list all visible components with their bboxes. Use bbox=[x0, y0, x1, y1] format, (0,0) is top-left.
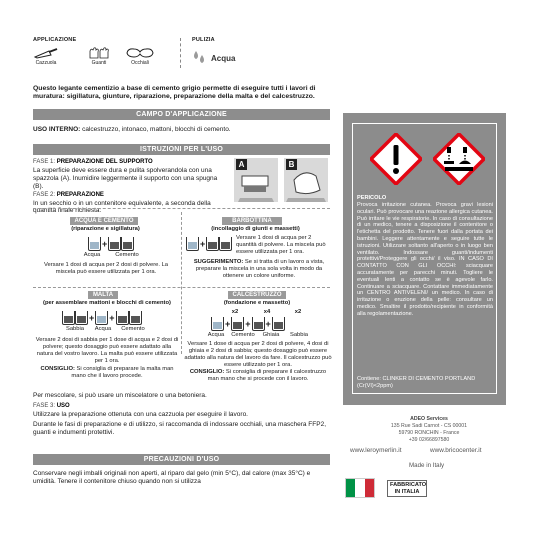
illustration-b bbox=[284, 158, 328, 202]
plus-icon: + bbox=[225, 319, 231, 329]
calc-ghiaia-label: Ghiaia bbox=[262, 332, 280, 338]
barbottina-text: Versare 1 dosi di acqua per 2 quantità di polvere. La miscela può essere utilizzata per 1 ora. bbox=[236, 235, 326, 255]
campo-banner: CAMPO D'APPLICAZIONE bbox=[33, 109, 330, 120]
goggles-icon bbox=[126, 47, 154, 59]
trowel-icon bbox=[33, 47, 59, 59]
acqua-label: Acqua bbox=[83, 252, 101, 258]
water-drops-icon bbox=[192, 49, 206, 65]
cement-cup-icon bbox=[116, 311, 129, 325]
malta-acqua-label: Acqua bbox=[94, 326, 112, 332]
malta-cemento-label: Cemento bbox=[121, 326, 145, 332]
hazard-contains: Contiene: CLINKER DI CEMENTO PORTLAND (Cr(VI)<2ppm) bbox=[357, 376, 476, 389]
health-hazard-pictogram-icon bbox=[370, 133, 422, 185]
plus-icon: + bbox=[265, 319, 271, 329]
tool-goggles bbox=[126, 47, 154, 66]
phase3-title: USO bbox=[56, 403, 70, 409]
plus-icon: + bbox=[89, 313, 95, 323]
malta-formula bbox=[62, 311, 142, 325]
calcestruzzo-text: Versare 1 dose di acqua per 2 dosi di polvere, 4 dosi di ghiaia e 2 dosi di sabbia; questo dosaggio può essere adattato alla natura del lavoro da fare. Il calcestruzzo può essere utilizzato per 1 ora. bbox=[184, 341, 332, 368]
made-in-italy: Made in Italy bbox=[409, 462, 445, 469]
intro-text: Questo legante cementizio a base di cemento grigio permette di eseguire tutti i lavori di muratura: sigillatura, giunture, riparazione, preparazione della malta e del calcestruzzo. bbox=[33, 85, 316, 101]
calc-acqua-label: Acqua bbox=[207, 332, 225, 338]
precauzioni-text: Conservare negli imballi originali non aperti, al riparo dal gelo (min 5°C), dal calore (max 35°C) e umidità. Tenere il contenitore chiuso quando non si utilizza bbox=[33, 470, 311, 485]
barbottina-formula bbox=[186, 237, 232, 251]
cement-cup-icon bbox=[121, 237, 134, 251]
mult-1: x2 bbox=[231, 309, 239, 315]
phase3-block bbox=[33, 403, 333, 437]
sabbia-label: Sabbia bbox=[65, 326, 85, 332]
cement-cup-icon bbox=[129, 311, 142, 325]
phase2-title: PREPARAZIONE bbox=[56, 191, 104, 198]
calcestruzzo-title: CALCESTRUZZO bbox=[228, 291, 286, 299]
cleaning-value: Acqua bbox=[211, 54, 236, 63]
malta-tip bbox=[36, 366, 178, 380]
hazard-signal-word: PERICOLO bbox=[357, 195, 387, 201]
campo-label: USO INTERNO: bbox=[33, 126, 81, 133]
phase1-block bbox=[33, 159, 229, 215]
acqua-cemento-text: Versare 1 dosi di acqua per 2 dosi di polvere. La miscela può essere utilizzata per 1 ora. bbox=[43, 262, 169, 275]
acqua-cemento-title: ACQUA E CEMENTO bbox=[70, 217, 138, 225]
barbottina-tip bbox=[188, 259, 330, 280]
company-phone: +39 02/66897580 bbox=[408, 437, 450, 443]
mescolare-text: Per mescolare, si può usare un miscelatore o una betoniera. bbox=[33, 392, 207, 399]
company-address-2: 59790 RONCHIN - France bbox=[398, 430, 460, 436]
plus-icon: + bbox=[245, 319, 251, 329]
acqua-cemento-formula bbox=[88, 237, 134, 251]
gloves-label: Guanti bbox=[91, 60, 107, 66]
application-label: APPLICAZIONE bbox=[33, 37, 77, 43]
goggles-label: Occhiali bbox=[131, 60, 149, 66]
phase1-text: La superficie deve essere dura e pulita spolverandola con una spazzola (A). Inumidire leggermente il supporto con una spugna (B). bbox=[33, 166, 218, 190]
illustration-a bbox=[234, 158, 278, 202]
barbottina-subtitle: (incollaggio di giunti e massetti) bbox=[211, 226, 300, 232]
gravel-cup-icon bbox=[252, 317, 265, 331]
company-web-2: www.bricocenter.it bbox=[430, 447, 482, 454]
cemento-label: Cemento bbox=[115, 252, 139, 258]
phase2-text: In un secchio o in un contenitore equivalente, a seconda della quantità finale richiesta: bbox=[33, 199, 211, 215]
label-b: B bbox=[286, 159, 297, 170]
recipe-divider-top bbox=[33, 208, 330, 209]
cement-cup-icon bbox=[108, 237, 121, 251]
company-web-1: www.leroymerlin.it bbox=[350, 447, 402, 454]
water-cup-icon bbox=[88, 237, 101, 251]
sand-cup-icon bbox=[75, 311, 88, 325]
barbottina-tip-label: SUGGERIMENTO: bbox=[193, 259, 244, 265]
water-cup-icon bbox=[211, 317, 224, 331]
calcestruzzo-subtitle: (fondazione e massetto) bbox=[223, 300, 291, 306]
calcestruzzo-tip bbox=[184, 369, 332, 383]
hazard-statements: Provoca irritazione cutanea. Provoca gravi lesioni oculari. Può provocare una reazione allergica cutanea. Può irritare le vie respiratorie. In caso di consultazione di un medico, tenere a disposizione il contenitore o l'etichetta del prodotto. Tenere fuori dalla portata dei bambini. Leggere attentamente e seguire tutte le istruzioni. Utilizzare soltanto all'aperto o in luogo ben ventilato. Indossare guanti/indumenti protettivi/Proteggere gli occhi/ il viso. IN CASO DI CONTATTO CON GLI OCCHI: sciacquare accuratamente per parecchi minuti. Togliere le eventuali lenti a contatto se è agevole farlo. Continuare a sciacquare. Contattare immediatamente un CENTRO ANTIVELENI/ un medico. In caso di irritazione o eruzione della pelle: consultare un medico. Smaltire il prodotto/recipiente in conformità alla regolamentazione. bbox=[357, 202, 493, 317]
mult-3: x2 bbox=[294, 309, 302, 315]
istruzioni-banner: ISTRUZIONI PER L'USO bbox=[33, 144, 330, 155]
calcestruzzo-tip-text: Si consiglia di preparare il calcestruzzo man mano che si procede con il lavoro. bbox=[207, 369, 327, 382]
gloves-icon bbox=[88, 47, 110, 59]
tool-gloves bbox=[88, 47, 110, 66]
plus-icon: + bbox=[102, 239, 108, 249]
sand-cup-icon bbox=[272, 317, 285, 331]
label-a: A bbox=[236, 159, 247, 170]
malta-text: Versare 2 dosi di sabbia per 1 dose di acqua e 2 dosi di polvere; questo dosaggio può essere adattato alla natura del vostro lavoro. La malta può essere utilizzata per 1 ora. bbox=[35, 337, 179, 364]
phase2-heading bbox=[33, 192, 229, 200]
calc-sabbia-label: Sabbia bbox=[289, 332, 309, 338]
trowel-label: Cazzuola bbox=[35, 60, 57, 66]
calcestruzzo-formula bbox=[211, 317, 285, 331]
company-block bbox=[355, 416, 503, 444]
malta-tip-text: Si consiglia di preparare la malta man mano che il lavoro procede. bbox=[71, 366, 174, 379]
malta-subtitle: (per assemblare mattoni e blocchi di cemento) bbox=[43, 300, 171, 306]
phase1-heading bbox=[33, 159, 229, 167]
phase3-text2: Durante le fasi di preparazione e di utilizzo, si raccomanda di indossare occhiali, una maschera FFP2, guanti e indumenti protettivi. bbox=[33, 420, 327, 436]
phase3-heading bbox=[33, 403, 333, 411]
malta-title: MALTA bbox=[88, 291, 118, 299]
cleaning-label: PULIZIA bbox=[192, 37, 215, 43]
phase3-num: FASE 3: bbox=[33, 403, 56, 409]
phase1-num: FASE 1: bbox=[33, 159, 56, 165]
cement-cup-icon bbox=[231, 317, 244, 331]
recipe-divider-vertical bbox=[181, 212, 182, 354]
water-cup-icon bbox=[95, 311, 108, 325]
barbottina-tip-text: Se si tratta di un lavoro a vista, preparare la miscela in una sola volta in modo da ottenere un colore uniforme. bbox=[195, 259, 325, 279]
italian-flag-icon bbox=[345, 478, 375, 498]
mult-2: x4 bbox=[263, 309, 271, 315]
tool-trowel bbox=[33, 47, 59, 66]
corrosive-pictogram-icon bbox=[433, 133, 485, 185]
campo-text bbox=[33, 126, 333, 134]
recipe-divider-middle bbox=[33, 287, 330, 288]
fabbricato-badge: FABBRICATO IN ITALIA bbox=[387, 480, 427, 497]
water-cup-icon bbox=[186, 237, 199, 251]
sand-cup-icon bbox=[62, 311, 75, 325]
calc-cemento-label: Cemento bbox=[231, 332, 255, 338]
barbottina-title: BARBOTTINA bbox=[222, 217, 282, 225]
company-address-1: 135 Rue Sadi Carnot - CS 00001 bbox=[390, 423, 468, 429]
calcestruzzo-tip-label: CONSIGLIO: bbox=[189, 369, 225, 375]
plus-icon: + bbox=[109, 313, 115, 323]
phase3-text1: Utilizzare la preparazione ottenuta con una cazzuola per eseguire il lavoro. bbox=[33, 410, 248, 418]
phase1-title: PREPARAZIONE DEL SUPPORTO bbox=[56, 159, 153, 165]
plus-icon: + bbox=[200, 239, 206, 249]
malta-tip-label: CONSIGLIO: bbox=[40, 366, 75, 372]
cement-cup-icon bbox=[206, 237, 219, 251]
campo-body: calcestruzzo, intonaco, mattoni, blocchi di cemento. bbox=[80, 126, 231, 133]
company-name: ADEO Services bbox=[410, 416, 448, 422]
cement-cup-icon bbox=[219, 237, 232, 251]
phase2-num: FASE 2: bbox=[33, 191, 56, 198]
acqua-cemento-subtitle: (riparazione e sigillatura) bbox=[71, 226, 140, 232]
precauzioni-banner: PRECAUZIONI D'USO bbox=[33, 454, 330, 465]
header-divider bbox=[180, 38, 181, 68]
